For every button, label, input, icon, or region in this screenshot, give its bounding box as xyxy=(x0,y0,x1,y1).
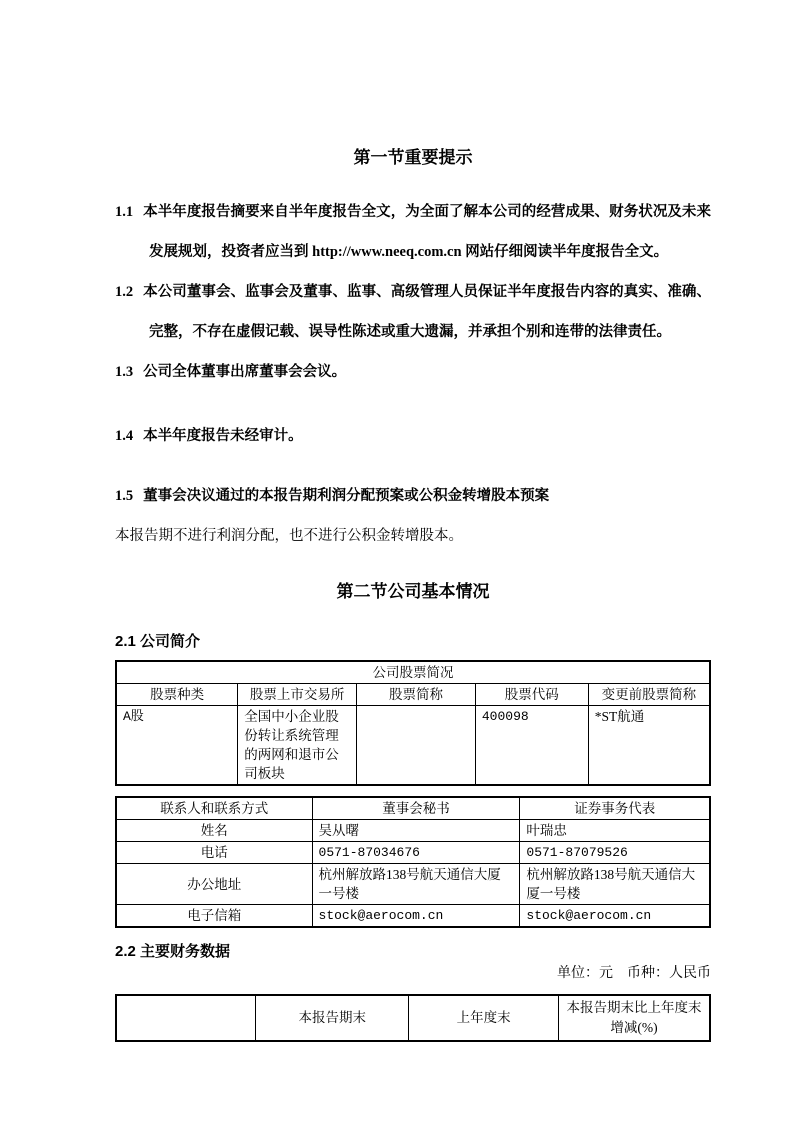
currency-unit-note: 单位：元 币种：人民币 xyxy=(557,966,711,981)
contact-table xyxy=(115,796,711,928)
item-1-4 xyxy=(115,416,711,456)
section2-title: 第二节公司基本情况 xyxy=(336,582,490,601)
page-content xyxy=(115,0,711,1042)
representative-name: 叶瑞忠 xyxy=(520,820,710,842)
representative-email: stock@aerocom.cn xyxy=(520,905,710,928)
profit-distribution-note: 本报告期不进行利润分配，也不进行公积金转增股本。 xyxy=(115,528,463,544)
financial-empty-header xyxy=(116,995,256,1041)
secretary-email: stock@aerocom.cn xyxy=(312,905,520,928)
stock-exchange-value: 全国中小企业股份转让系统管理的两网和退市公司板块 xyxy=(238,706,357,786)
representative-address: 杭州解放路138号航天通信大厦一号楼 xyxy=(520,864,710,905)
stock-shortname-header: 股票简称 xyxy=(357,684,476,706)
contact-method-header: 联系人和联系方式 xyxy=(116,797,312,820)
contact-name-row xyxy=(116,820,710,842)
item-1-3-number: 1.3 xyxy=(115,364,134,380)
contact-phone-row xyxy=(116,842,710,864)
stock-table-title: 公司股票简况 xyxy=(116,661,710,684)
securities-rep-header: 证券事务代表 xyxy=(520,797,710,820)
contact-address-row xyxy=(116,864,710,905)
stock-exchange-header: 股票上市交易所 xyxy=(238,684,357,706)
item-1-3-text: 公司全体董事出席董事会会议。 xyxy=(143,364,347,380)
change-percent-header: 本报告期末比上年度末增减(%) xyxy=(559,995,710,1041)
secretary-address: 杭州解放路138号航天通信大厦一号楼 xyxy=(312,864,520,905)
email-label: 电子信箱 xyxy=(116,905,312,928)
item-1-5-text: 董事会决议通过的本报告期利润分配预案或公积金转增股本预案 xyxy=(143,488,550,504)
stock-overview-table xyxy=(115,660,711,786)
stock-type-header: 股票种类 xyxy=(116,684,238,706)
item-1-5-number: 1.5 xyxy=(115,488,134,504)
section1-title: 第一节重要提示 xyxy=(353,148,473,167)
contact-email-row xyxy=(116,905,710,928)
stock-code-header: 股票代码 xyxy=(475,684,588,706)
stock-formername-header: 变更前股票简称 xyxy=(588,684,710,706)
subsection-2-2-heading: 2.2 主要财务数据 xyxy=(115,943,231,960)
stock-type-value: A股 xyxy=(116,706,238,786)
representative-phone: 0571-87079526 xyxy=(520,842,710,864)
phone-label: 电话 xyxy=(116,842,312,864)
stock-table-title-row xyxy=(116,661,710,684)
item-1-1-text-before-url: 本半年度报告摘要来自半年度报告全文，为全面了解本公司的经营成果、财务状况及未来发展规划，投资者应当到 xyxy=(143,204,711,260)
item-1-5 xyxy=(115,476,711,516)
stock-table-data-row xyxy=(116,706,710,786)
subsection-2-1-heading: 2.1 公司简介 xyxy=(115,633,201,650)
item-1-1-text-after-url: 网站仔细阅读半年度报告全文。 xyxy=(461,244,669,260)
item-1-1-number: 1.1 xyxy=(115,204,134,220)
financial-data-table xyxy=(115,994,711,1042)
contact-table-header-row xyxy=(116,797,710,820)
name-label: 姓名 xyxy=(116,820,312,842)
stock-table-header-row xyxy=(116,684,710,706)
item-1-1 xyxy=(115,192,711,272)
stock-code-value: 400098 xyxy=(475,706,588,786)
item-1-2 xyxy=(115,272,711,352)
current-period-end-header: 本报告期末 xyxy=(256,995,409,1041)
prior-year-end-header: 上年度末 xyxy=(409,995,559,1041)
address-label: 办公地址 xyxy=(116,864,312,905)
stock-formername-value: *ST航通 xyxy=(588,706,710,786)
financial-table-header-row xyxy=(116,995,710,1041)
item-1-3 xyxy=(115,352,711,392)
item-1-2-number: 1.2 xyxy=(115,284,134,300)
item-1-4-number: 1.4 xyxy=(115,428,134,444)
secretary-name: 吴从曙 xyxy=(312,820,520,842)
neeq-website-url: http://www.neeq.com.cn xyxy=(312,244,462,260)
item-1-2-text: 本公司董事会、监事会及董事、监事、高级管理人员保证半年度报告内容的真实、准确、完整，不存在虚假记载、误导性陈述或重大遗漏，并承担个别和连带的法律责任。 xyxy=(143,284,711,340)
stock-shortname-value xyxy=(357,706,476,786)
item-1-4-text: 本半年度报告未经审计。 xyxy=(143,428,303,444)
secretary-phone: 0571-87034676 xyxy=(312,842,520,864)
board-secretary-header: 董事会秘书 xyxy=(312,797,520,820)
